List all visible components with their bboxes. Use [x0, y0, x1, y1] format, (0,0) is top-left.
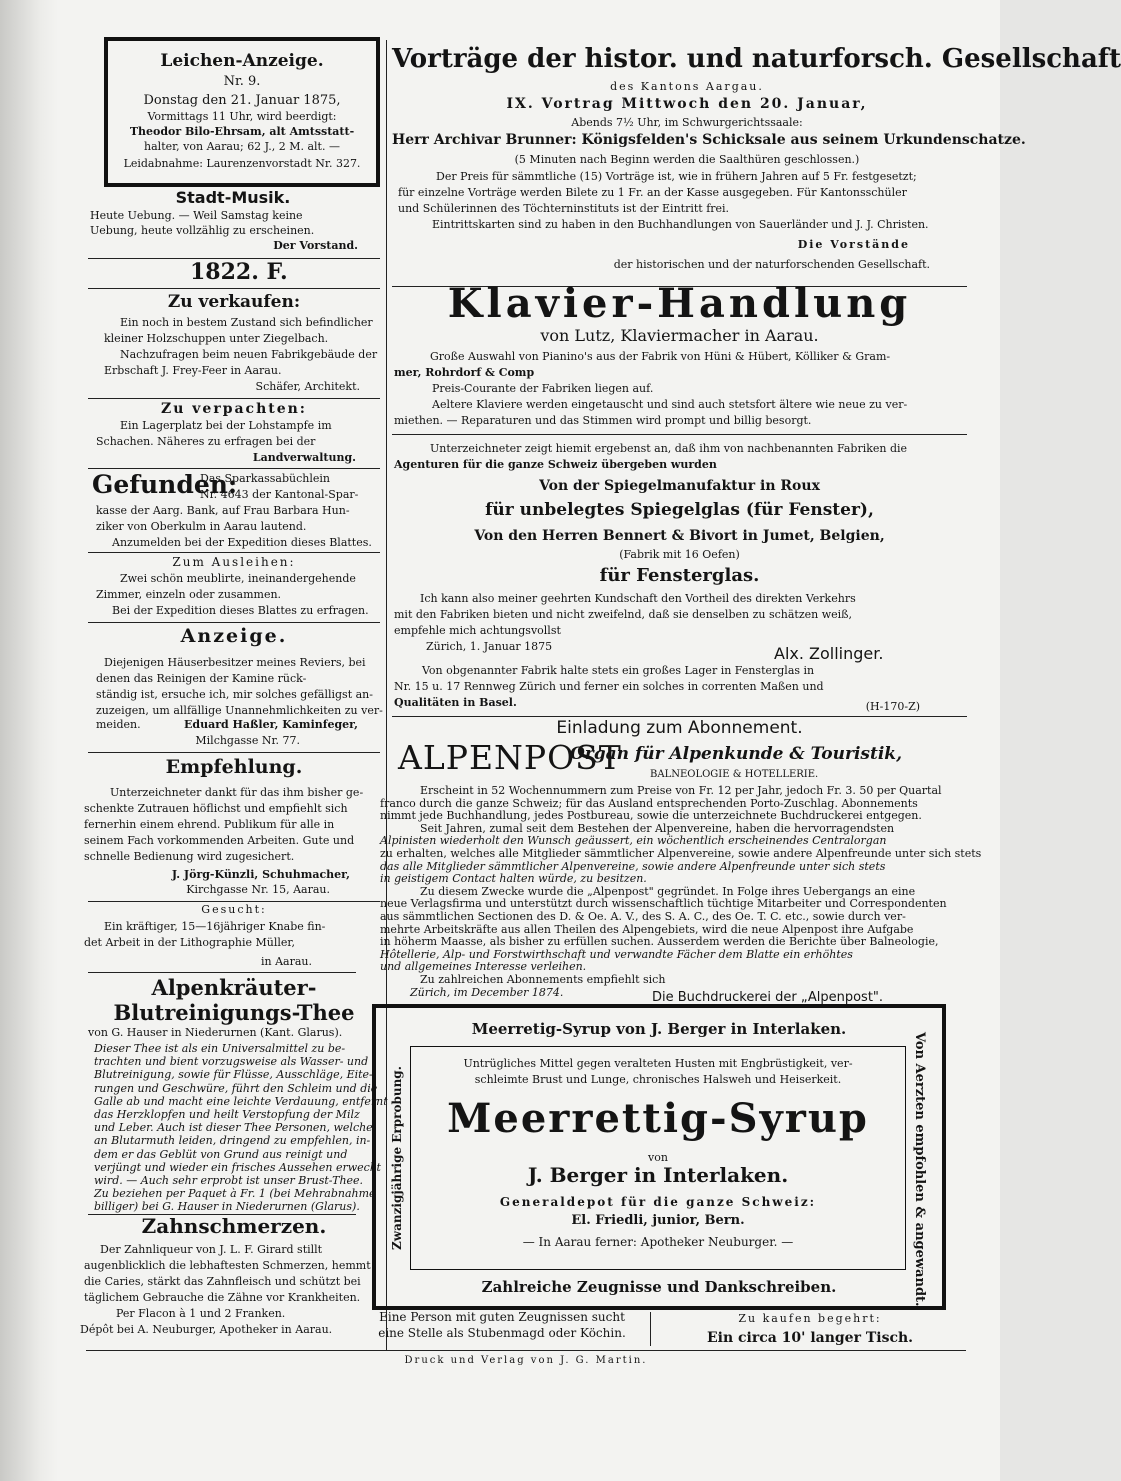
- alpenpost-organ: Organ für Alpenkunde & Touristik,: [570, 744, 902, 764]
- empfehlung-line: schnelle Bedienung wird zugesichert.: [84, 850, 295, 863]
- ausleihen-line: Bei der Expedition dieses Blattes zu erfragen.: [112, 604, 369, 617]
- gefunden-line: ziker von Oberkulm in Aarau lautend.: [96, 520, 307, 533]
- alpenpost-line: neue Verlagsfirma und unterstützt durch wissenschaftlich tüchtige Mitarbeiter und Correspondenten: [380, 897, 947, 911]
- agentur-line3: Qualitäten in Basel.: [394, 696, 517, 709]
- ausleihen-line: Zwei schön meublirte, ineinandergehende: [120, 572, 356, 585]
- funeral-line: Vormittags 11 Uhr, wird beerdigt:: [147, 110, 337, 123]
- alpenpost-line: Hôtellerie, Alp- und Forstwirthschaft und verwandte Fächer dem Blatte ein erhöhtes: [380, 947, 853, 961]
- alpenpost-line: mehrte Arbeitskräfte aus allen Theilen des Alpengebiets, wird die neue Alpenpost ihre Aufgabe: [380, 922, 914, 936]
- alpenpost-line: Zu diesem Zwecke wurde die „Alpenpost" gegründet. In Folge ihres Uebergangs an eine: [420, 884, 916, 898]
- empfehlung-title: Empfehlung.: [165, 756, 303, 778]
- zahn-line: täglichem Gebrauche die Zähne vor Krankheiten.: [84, 1291, 361, 1304]
- klavier-line: Aeltere Klaviere werden eingetauscht und sind auch stetsfort ältere wie neue zu ver-: [432, 398, 908, 411]
- alpenpost-line: in höherm Maasse, als bisher zu erfüllen suchen. Ausserdem werden die Berichte über Balneologie,: [380, 935, 939, 949]
- divider: [392, 716, 967, 717]
- syrup-bottom: Zahlreiche Zeugnisse und Dankschreiben.: [481, 1278, 837, 1296]
- stadtmusik-sign: Der Vorstand.: [273, 239, 358, 252]
- agentur-line3: Nr. 15 u. 17 Rennweg Zürich und ferner ein solches in correnten Maßen und: [394, 680, 824, 693]
- syrup-box: [372, 1004, 946, 1310]
- person-line: eine Stelle als Stubenmagd oder Köchin.: [378, 1326, 626, 1340]
- alpenpost-place: Zürich, im December 1874.: [410, 986, 564, 999]
- klavier-line: Preis-Courante der Fabriken liegen auf.: [432, 382, 654, 395]
- anzeige-line: Diejenigen Häuserbesitzer meines Reviers, bei: [104, 656, 366, 669]
- ausleihen-line: Zimmer, einzeln oder zusammen.: [96, 588, 282, 601]
- syrup-depot2: El. Friedli, junior, Bern.: [571, 1213, 745, 1228]
- vortraege-sign: Die Vorstände: [797, 238, 910, 251]
- syrup-maker: J. Berger in Interlaken.: [527, 1163, 789, 1187]
- agentur-l5: für Fensterglas.: [599, 565, 760, 586]
- agentur-l1: Von der Spiegelmanufaktur in Roux: [539, 478, 820, 494]
- vortraege-line1: IX. Vortrag Mittwoch den 20. Januar,: [506, 96, 868, 112]
- divider: [88, 552, 380, 553]
- alpenpost-body: [380, 785, 981, 987]
- empfehlung-line: Unterzeichneter dankt für das ihm bisher ge-: [110, 786, 364, 799]
- funeral-notice-title: Leichen-Anzeige.: [160, 51, 324, 71]
- stadtmusik-title: Stadt-Musik.: [175, 188, 291, 207]
- thee-line: Zu beziehen per Paquet à Fr. 1 (bei Mehrabnahme: [94, 1187, 376, 1201]
- ad-separator: [650, 1312, 651, 1346]
- syrup-line: schleimte Brust und Lunge, chronisches Halsweh und Heiserkeit.: [474, 1073, 842, 1086]
- thee-line: Blutreinigung, sowie für Flüsse, Ausschläge, Eite-: [94, 1068, 373, 1082]
- stadtmusik-line: Uebung, heute vollzählig zu erscheinen.: [90, 224, 315, 237]
- verpachten-line: Schachen. Näheres zu erfragen bei der: [96, 435, 316, 448]
- funeral-notice-box: [104, 37, 380, 187]
- verkaufen-title: Zu verkaufen:: [167, 292, 301, 312]
- zahn-title: Zahnschmerzen.: [141, 1214, 327, 1238]
- vortraege-line4: (5 Minuten nach Beginn werden die Saalthüren geschlossen.): [514, 153, 860, 166]
- thee-line: an Blutarmuth leiden, dringend zu empfehlen, in-: [94, 1134, 371, 1148]
- syrup-von: von: [648, 1151, 668, 1164]
- alpenpost-line: zu erhalten, welches alle Mitglieder sämmtlicher Alpenvereine, sowie andere Alpenfreunde unter sich stets: [380, 846, 982, 860]
- divider: [88, 398, 380, 399]
- divider: [88, 468, 380, 469]
- zahn-line: augenblicklich die lebhaftesten Schmerzen, hemmt: [84, 1259, 371, 1272]
- gefunden-line: kasse der Aarg. Bank, auf Frau Barbara Hun-: [96, 504, 350, 517]
- empfehlung-line: fernerhin einem ehrend. Publikum für alle in: [84, 818, 335, 831]
- agentur-place: Zürich, 1. Januar 1875: [426, 640, 553, 653]
- gesucht-title: Gesucht:: [201, 903, 267, 916]
- kaufen-line: Ein circa 10' langer Tisch.: [706, 1330, 914, 1346]
- anzeige-line: denen das Reinigen der Kamine rück-: [96, 672, 307, 685]
- anzeige-sign: Eduard Haßler, Kaminfeger,: [184, 718, 358, 731]
- zahn-line: Der Zahnliqueur von J. L. F. Girard stillt: [100, 1243, 323, 1256]
- agentur-sign: Alx. Zollinger.: [774, 644, 884, 663]
- vortraege-line: und Schülerinnen des Töchterninstituts ist der Eintritt frei.: [398, 202, 730, 215]
- thee-line: trachten und bient vorzugsweise als Wasser- und: [94, 1055, 369, 1069]
- verkaufen-line: kleiner Holzschuppen unter Ziegelbach.: [104, 332, 329, 345]
- gesucht-line: det Arbeit in der Lithographie Müller,: [84, 936, 295, 949]
- verkaufen-sign: Schäfer, Architekt.: [255, 380, 360, 393]
- empfehlung-sign: Kirchgasse Nr. 15, Aarau.: [186, 883, 330, 896]
- vortraege-sub: des Kantons Aargau.: [610, 80, 764, 93]
- agentur-line: Unterzeichneter zeigt hiemit ergebenst an, daß ihm von nachbenannten Fabriken die: [430, 442, 908, 455]
- funeral-notice-number: Nr. 9.: [223, 74, 261, 89]
- funeral-line: halter, von Aarau; 62 J., 2 M. alt. —: [144, 140, 340, 153]
- vortraege-line2: Abends 7½ Uhr, im Schwurgerichtssaale:: [571, 116, 803, 129]
- alpenpost-line: Zu zahlreichen Abonnements empfiehlt sich: [420, 972, 666, 986]
- syrup-title: Meerrettig-Syrup: [447, 1095, 869, 1142]
- anzeige-line: zuzeigen, um allfällige Unannehmlichkeiten zu ver-: [96, 704, 383, 717]
- thee-line: billiger) bei G. Hauser in Niederurnen (Glarus).: [94, 1200, 360, 1214]
- thee-line: wird. — Auch sehr erprobt ist unser Brust-Thee.: [94, 1174, 364, 1188]
- funeral-line: Theodor Bilo-Ehrsam, alt Amtsstatt-: [129, 125, 355, 138]
- imprint: Druck und Verlag von J. G. Martin.: [404, 1355, 648, 1366]
- empfehlung-sign: J. Jörg-Künzli, Schuhmacher,: [171, 868, 350, 881]
- alpenpost-line: Alpinisten wiederholt den Wunsch geäussert, ein wöchentlich erscheinendes Centralorgan: [380, 834, 887, 848]
- agentur-line: Agenturen für die ganze Schweiz übergeben wurden: [394, 458, 717, 471]
- agentur-l4: (Fabrik mit 16 Oefen): [619, 548, 740, 561]
- divider: [88, 288, 380, 289]
- stadtmusik-line: Heute Uebung. — Weil Samstag keine: [90, 209, 303, 222]
- gefunden-line: Anzumelden bei der Expedition dieses Blattes.: [112, 536, 372, 549]
- agentur-line2: empfehle mich achtungsvollst: [394, 624, 561, 637]
- klavier-line: mer, Rohrdorf & Comp: [394, 366, 535, 379]
- empfehlung-line: schenkte Zutrauen höflichst und empfiehlt sich: [84, 802, 348, 815]
- vortraege-title: Vorträge der histor. und naturforsch. Gesellschaft: [392, 44, 1121, 74]
- thee-body: [94, 1042, 388, 1214]
- anzeige-line: meiden.: [96, 718, 141, 731]
- syrup-left-vertical: Zwanzigjährige Erprobung.: [390, 1066, 404, 1250]
- thee-line: rungen und Geschwüre, führt den Schleim und die: [94, 1081, 378, 1095]
- anzeige-line: ständig ist, ersuche ich, mir solches gefälligst an-: [96, 688, 373, 701]
- thee-line: Dieser Thee ist als ein Universalmittel zu be-: [94, 1042, 346, 1055]
- alpenpost-line: das alle Mitglieder sämmtlicher Alpenvereine, sowie andere Alpenfreunde unter sich stets: [380, 859, 886, 873]
- alpenpost-line: franco durch die ganze Schweiz; für das Ausland entsprechenden Porto-Zuschlag. Abonnements: [380, 796, 918, 810]
- divider: [392, 434, 967, 435]
- syrup-inner-box: [410, 1046, 906, 1270]
- syrup-aarau: — In Aarau ferner: Apotheker Neuburger. —: [522, 1235, 794, 1249]
- alpenpost-line: und allgemeines Interesse verleihen.: [380, 960, 587, 974]
- alpenpost-sign: Die Buchdruckerei der „Alpenpost".: [652, 990, 884, 1005]
- verpachten-line: Ein Lagerplatz bei der Lohstampfe im: [120, 419, 332, 432]
- alpenpost-organ2: BALNEOLOGIE & HOTELLERIE.: [650, 769, 819, 780]
- klavier-line: Große Auswahl von Pianino's aus der Fabrik von Hüni & Hübert, Kölliker & Gram-: [430, 350, 891, 363]
- verpachten-sign: Landverwaltung.: [252, 451, 356, 464]
- verkaufen-line: Ein noch in bestem Zustand sich befindlicher: [120, 316, 373, 329]
- divider: [88, 901, 380, 902]
- thee-sub: von G. Hauser in Niederurnen (Kant. Glarus).: [88, 1026, 343, 1039]
- gesucht-sign: in Aarau.: [261, 955, 312, 968]
- thee-line: und Leber. Auch ist dieser Thee Personen, welche: [94, 1121, 373, 1135]
- verkaufen-line: Erbschaft J. Frey-Feer in Aarau.: [104, 364, 282, 377]
- gesucht-line: Ein kräftiger, 15—16jähriger Knabe fin-: [104, 920, 326, 933]
- gefunden-line: Das Sparkassabüchlein: [200, 472, 330, 485]
- thee-line: Galle ab und macht eine leichte Verdauung, entfernt: [94, 1094, 388, 1108]
- agentur-line3: Von obgenannter Fabrik halte stets ein großes Lager in Fensterglas in: [422, 664, 815, 677]
- klavier-line: miethen. — Reparaturen und das Stimmen wird prompt und billig besorgt.: [394, 414, 812, 427]
- agentur-line2: mit den Fabriken bieten und nicht zweifelnd, daß sie denselben zu schätzen weiß,: [394, 608, 852, 621]
- syrup-depot: Generaldepot für die ganze Schweiz:: [499, 1195, 817, 1209]
- syrup-top: Meerretig-Syrup von J. Berger in Interlaken.: [471, 1020, 847, 1038]
- anzeige-title: Anzeige.: [180, 625, 288, 647]
- zahn-line: Dépôt bei A. Neuburger, Apotheker in Aarau.: [80, 1323, 333, 1336]
- alpenpost-line: nimmt jede Buchhandlung, jedes Postbureau, sowie die unterzeichnete Buchdruckerei entgegen.: [380, 809, 922, 823]
- alpenpost-line: Erscheint in 52 Wochennummern zum Preise von Fr. 12 per Jahr, jedoch Fr. 3. 50 per Quartal: [420, 784, 942, 797]
- kaufen-title: Zu kaufen begehrt:: [738, 1312, 882, 1325]
- funeral-line: Leidabnahme: Laurenzenvorstadt Nr. 327.: [123, 157, 361, 170]
- vortraege-line: Eintrittskarten sind zu haben in den Buchhandlungen von Sauerländer und J. J. Christen.: [432, 218, 929, 231]
- ausleihen-title: Zum Ausleihen:: [172, 555, 296, 569]
- alpenpost-invite: Einladung zum Abonnement.: [556, 718, 803, 738]
- thee-line: das Herzklopfen und heilt Verstopfung der Milz: [94, 1108, 360, 1122]
- agentur-l3: Von den Herren Bennert & Bivort in Jumet, Belgien,: [474, 528, 885, 544]
- verpachten-title: Zu verpachten:: [161, 401, 307, 417]
- verkaufen-line: Nachzufragen beim neuen Fabrikgebäude der: [120, 348, 378, 361]
- vortraege-line: für einzelne Vorträge werden Bilete zu 1 Fr. an der Kasse ausgegeben. Für Kantonsschüler: [398, 186, 907, 199]
- vortraege-line: Der Preis für sämmtliche (15) Vorträge ist, wie in frühern Jahren auf 5 Fr. festgesetzt;: [436, 170, 917, 183]
- alpenpost-line: in geistigem Contact halten würde, zu besitzen.: [380, 872, 647, 886]
- klavier-sub: von Lutz, Klaviermacher in Aarau.: [540, 326, 819, 345]
- alpenpost-line: Seit Jahren, zumal seit dem Bestehen der Alpenvereine, haben die hervorragendsten: [420, 821, 895, 835]
- empfehlung-line: seinem Fach vorkommenden Arbeiten. Gute und: [84, 834, 355, 847]
- thee-title: Alpenkräuter-: [151, 975, 317, 1000]
- anzeige-sign: Milchgasse Nr. 77.: [195, 734, 300, 747]
- divider: [88, 972, 356, 973]
- syrup-line: Untrügliches Mittel gegen veralteten Husten mit Engbrüstigkeit, ver-: [463, 1057, 853, 1070]
- thee-line: verjüngt und wieder ein frisches Aussehen erweckt: [94, 1160, 381, 1174]
- zahn-line: Per Flacon à 1 und 2 Franken.: [116, 1307, 286, 1320]
- zahn-line: die Caries, stärkt das Zahnfleisch und schützt bei: [84, 1275, 361, 1288]
- divider: [88, 752, 380, 753]
- thee-title: Blutreinigungs-Thee: [113, 1000, 355, 1025]
- alpenpost-line: aus sämmtlichen Sectionen des D. & Oe. A. V., des S. A. C., des Oe. T. C. etc., sowie durch ver-: [380, 909, 906, 923]
- footer-divider: [86, 1350, 966, 1351]
- thee-line: dem er das Geblüt von Grund aus reinigt und: [94, 1147, 348, 1161]
- divider: [88, 622, 380, 623]
- gefunden-line: Nr. 4643 der Kantonal-Spar-: [200, 488, 359, 501]
- alpenpost-title: ALPENPOST: [398, 738, 622, 777]
- person-line: Eine Person mit guten Zeugnissen sucht: [379, 1310, 625, 1324]
- agentur-ref: (H-170-Z): [865, 700, 920, 713]
- vortraege-sign: der historischen und der naturforschenden Gesellschaft.: [613, 258, 930, 271]
- agentur-line2: Ich kann also meiner geehrten Kundschaft den Vortheil des direkten Verkehrs: [420, 592, 856, 605]
- gefunden-title: Gefunden:: [92, 470, 238, 499]
- ref-1822: 1822. F.: [190, 259, 288, 285]
- syrup-right-vertical: Von Aerzten empfohlen & angewandt.: [912, 1032, 927, 1307]
- agentur-l2: für unbelegtes Spiegelglas (für Fenster),: [485, 500, 874, 520]
- vortraege-line3: Herr Archivar Brunner: Königsfelden's Schicksale aus seinem Urkundenschatze.: [392, 132, 1026, 148]
- funeral-line: Donstag den 21. Januar 1875,: [143, 93, 341, 108]
- klavier-title: Klavier-Handlung: [447, 280, 912, 327]
